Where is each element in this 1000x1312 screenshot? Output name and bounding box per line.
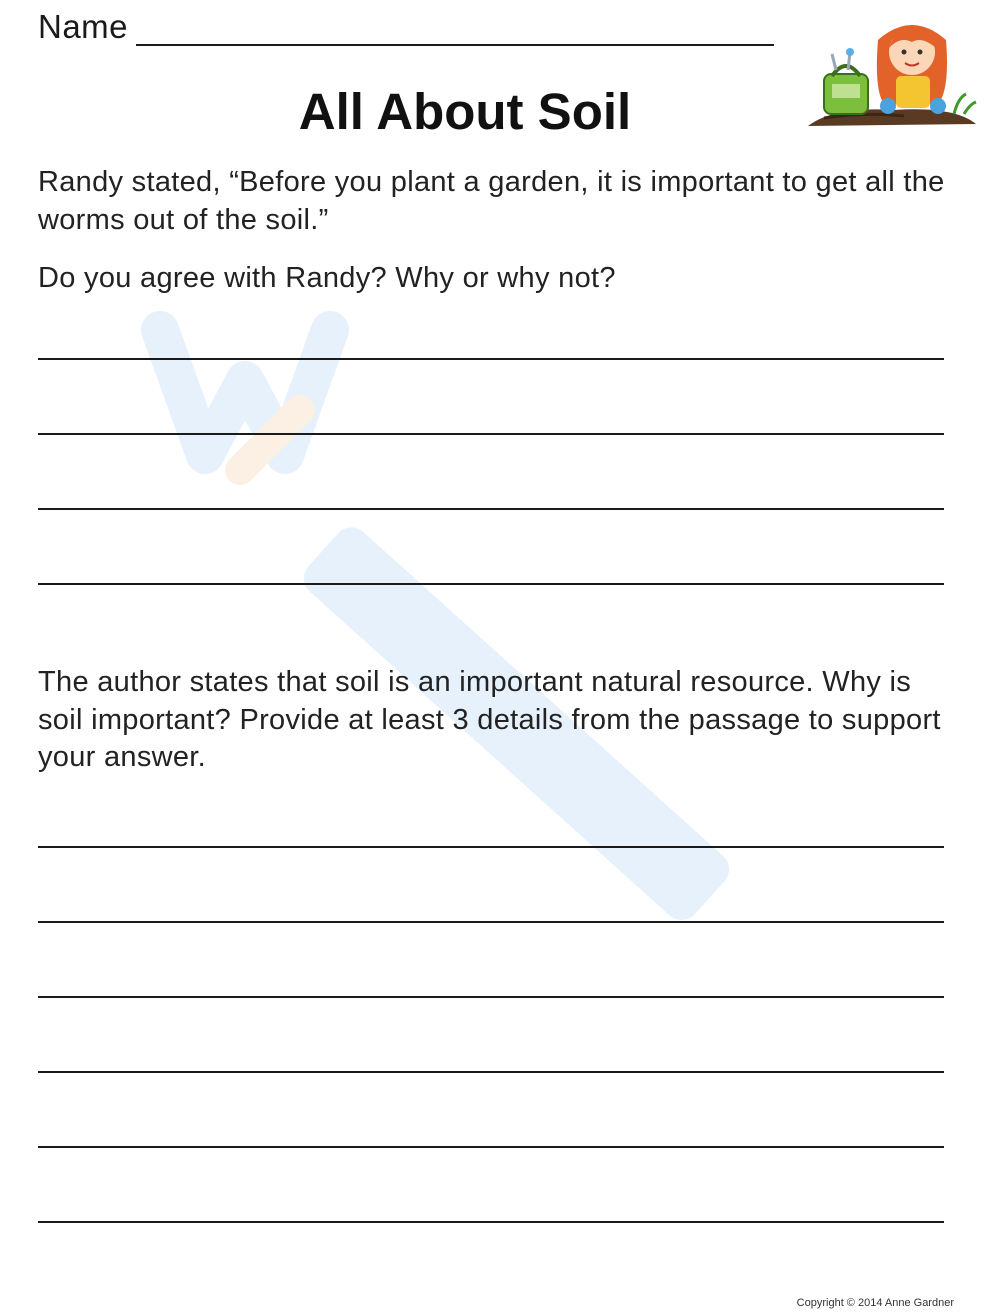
answer-line[interactable] xyxy=(38,1146,944,1148)
answer-line[interactable] xyxy=(38,1221,944,1223)
answer-line[interactable] xyxy=(38,433,944,435)
girl-gardening-clipart xyxy=(804,12,980,132)
name-row xyxy=(38,8,774,46)
answer-line[interactable] xyxy=(38,1071,944,1073)
answer-line[interactable] xyxy=(38,846,944,848)
name-field-line[interactable] xyxy=(136,10,774,46)
prompt-randy-statement: Randy stated, “Before you plant a garden, it is important to get all the worms out of the soil.” xyxy=(38,166,945,236)
answer-line[interactable] xyxy=(38,358,944,360)
worksheet-title: All About Soil xyxy=(298,83,632,140)
answer-line[interactable] xyxy=(38,583,944,585)
answer-line[interactable] xyxy=(38,921,944,923)
answer-line[interactable] xyxy=(38,508,944,510)
answer-line[interactable] xyxy=(38,996,944,998)
name-label: Name xyxy=(38,8,129,45)
copyright-notice: Copyright © 2014 Anne Gardner xyxy=(796,1297,954,1309)
question-soil-importance: The author states that soil is an important natural resource. Why is soil important? Provide at least 3 details from the passage to support your answer. xyxy=(38,666,941,773)
question-agree-with-randy: Do you agree with Randy? Why or why not? xyxy=(38,262,616,294)
